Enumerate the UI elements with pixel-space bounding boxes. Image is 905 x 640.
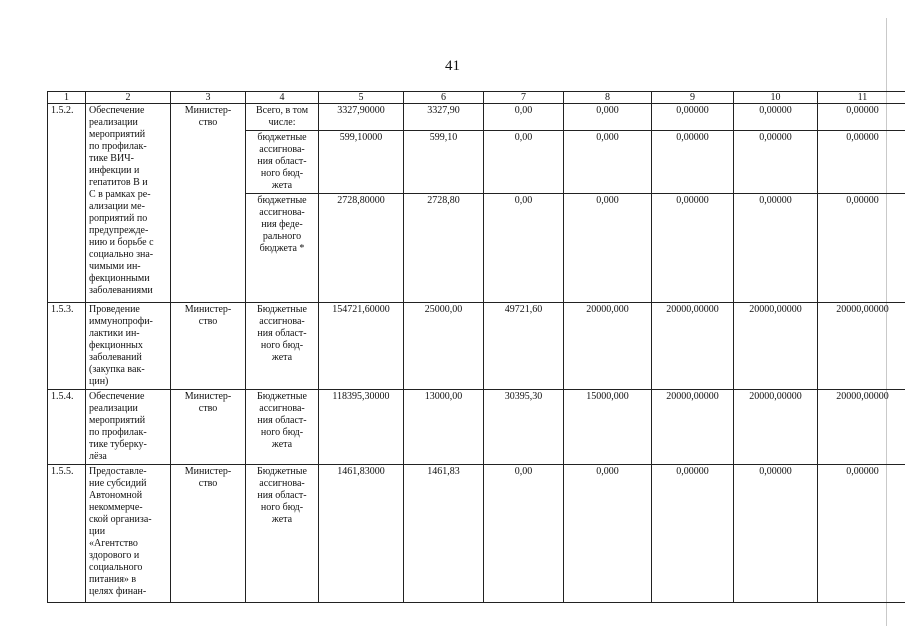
value-cell: 0,00000 (734, 465, 818, 603)
value-cell: 0,00 (484, 465, 564, 603)
column-number: 1 (48, 92, 86, 104)
value-cell: 599,10000 (319, 131, 404, 194)
column-number: 3 (171, 92, 246, 104)
budget-table (47, 91, 905, 603)
value-cell: 599,10 (404, 131, 484, 194)
value-cell: 20000,00000 (652, 303, 734, 390)
value-cell: 0,00000 (652, 104, 734, 131)
value-cell: 1461,83000 (319, 465, 404, 603)
column-number: 5 (319, 92, 404, 104)
value-cell: 118395,30000 (319, 390, 404, 465)
value-cell: 0,00000 (652, 465, 734, 603)
item-executor: Министер- ство (171, 104, 246, 303)
value-cell: 25000,00 (404, 303, 484, 390)
item-name: Обеспечение реализации мероприятий по профилак- тике ВИЧ- инфекции и гепатитов В и С в рамках ре- ализации ме- роприятий по предупрежде- нию и борьбе с социально зна- чимыми ин- фекционными заболеваниями (86, 104, 171, 303)
value-cell: 0,00000 (818, 194, 905, 303)
value-cell: 3327,90 (404, 104, 484, 131)
page-number: 41 (445, 58, 460, 74)
value-cell: 20000,00000 (818, 390, 905, 465)
value-cell: 0,000 (564, 194, 652, 303)
value-cell: 2728,80000 (319, 194, 404, 303)
funding-source: Всего, в том числе: (246, 104, 319, 131)
value-cell: 20000,000 (564, 303, 652, 390)
value-cell: 0,00000 (734, 104, 818, 131)
item-code: 1.5.4. (48, 390, 86, 465)
value-cell: 0,00000 (818, 131, 905, 194)
item-code: 1.5.5. (48, 465, 86, 603)
value-cell: 0,000 (564, 465, 652, 603)
value-cell: 2728,80 (404, 194, 484, 303)
value-cell: 15000,000 (564, 390, 652, 465)
value-cell: 0,00000 (734, 194, 818, 303)
item-name: Проведение иммунопрофи- лактики ин- фекционных заболеваний (закупка вак- цин) (86, 303, 171, 390)
table-row (48, 390, 905, 465)
value-cell: 0,00 (484, 104, 564, 131)
table-row (48, 465, 905, 603)
column-number: 7 (484, 92, 564, 104)
value-cell: 13000,00 (404, 390, 484, 465)
item-name: Обеспечение реализации мероприятий по профилак- тике туберку- лёза (86, 390, 171, 465)
value-cell: 0,00 (484, 194, 564, 303)
value-cell: 0,000 (564, 131, 652, 194)
value-cell: 0,000 (564, 104, 652, 131)
value-cell: 0,00 (484, 131, 564, 194)
value-cell: 0,00000 (818, 465, 905, 603)
funding-source: Бюджетные ассигнова- ния област- ного бюд- жета (246, 390, 319, 465)
value-cell: 49721,60 (484, 303, 564, 390)
value-cell: 0,00000 (652, 131, 734, 194)
column-number: 4 (246, 92, 319, 104)
value-cell: 154721,60000 (319, 303, 404, 390)
value-cell: 20000,00000 (734, 303, 818, 390)
column-number: 9 (652, 92, 734, 104)
value-cell: 30395,30 (484, 390, 564, 465)
item-executor: Министер- ство (171, 465, 246, 603)
item-code: 1.5.2. (48, 104, 86, 303)
funding-source: Бюджетные ассигнова- ния област- ного бюд- жета (246, 465, 319, 603)
value-cell: 0,00000 (652, 194, 734, 303)
table-row (48, 104, 905, 131)
value-cell: 0,00000 (818, 104, 905, 131)
column-number: 8 (564, 92, 652, 104)
column-number: 10 (734, 92, 818, 104)
column-number: 6 (404, 92, 484, 104)
column-number-row (48, 92, 905, 104)
value-cell: 20000,00000 (818, 303, 905, 390)
column-number: 11 (818, 92, 905, 104)
table-row (48, 303, 905, 390)
funding-source: бюджетные ассигнова- ния феде- рального бюджета * (246, 194, 319, 303)
value-cell: 1461,83 (404, 465, 484, 603)
item-executor: Министер- ство (171, 390, 246, 465)
column-number: 2 (86, 92, 171, 104)
value-cell: 20000,00000 (652, 390, 734, 465)
funding-source: Бюджетные ассигнова- ния област- ного бюд- жета (246, 303, 319, 390)
item-name: Предоставле- ние субсидий Автономной некоммерче- ской организа- ции «Агентство здорового и социального питания» в целях финан- (86, 465, 171, 603)
value-cell: 3327,90000 (319, 104, 404, 131)
funding-source: бюджетные ассигнова- ния област- ного бюд- жета (246, 131, 319, 194)
value-cell: 20000,00000 (734, 390, 818, 465)
value-cell: 0,00000 (734, 131, 818, 194)
item-code: 1.5.3. (48, 303, 86, 390)
item-executor: Министер- ство (171, 303, 246, 390)
